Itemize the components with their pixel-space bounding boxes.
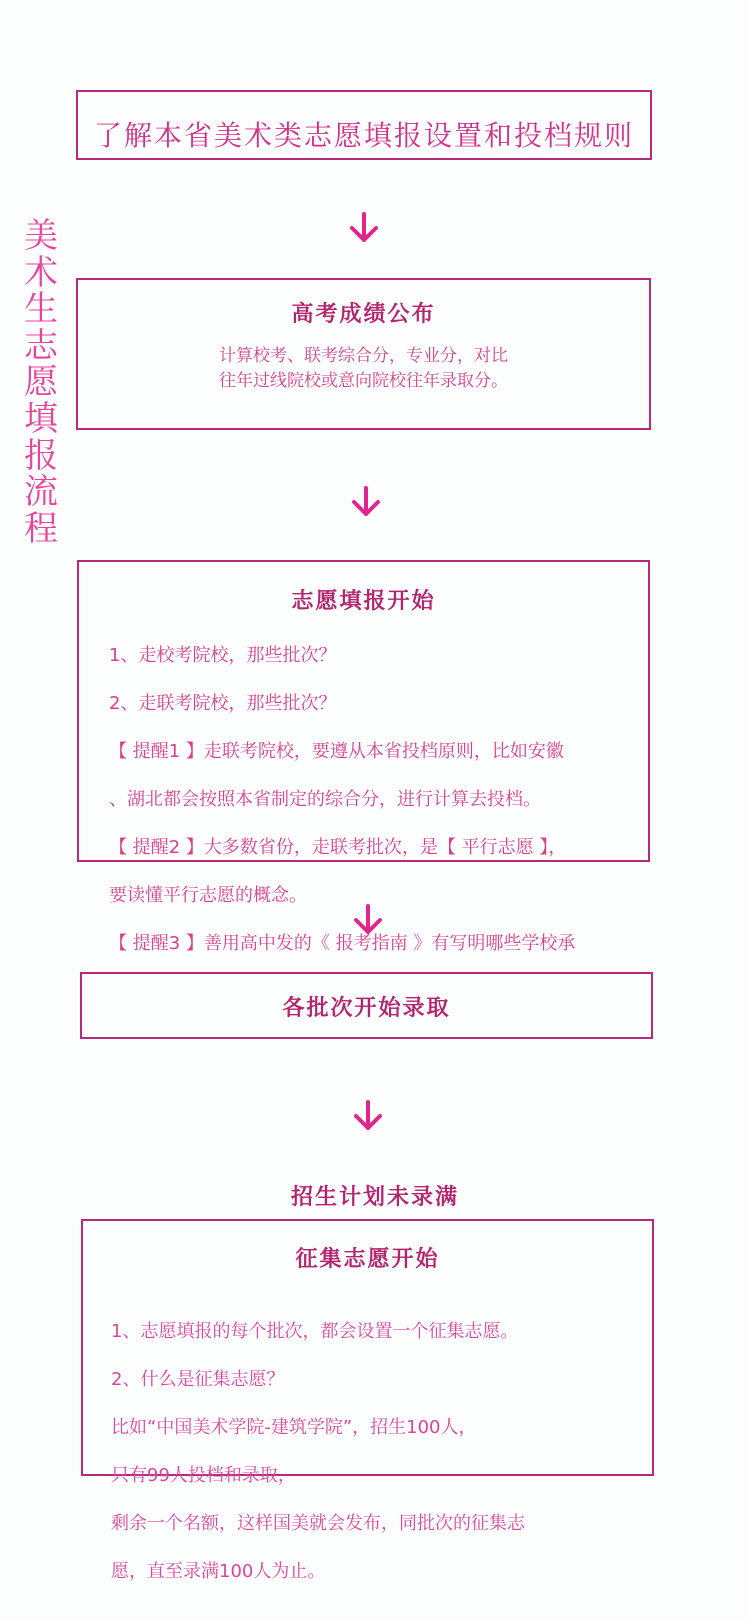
list-item: 2、什么是征集志愿？ [111,1369,285,1390]
list-item: 只有99人投档和录取， [111,1465,296,1486]
side-title: 美术生志愿填报流程 [24,216,58,549]
step-rules-title: 了解本省美术类志愿填报设置和投档规则 [93,119,634,152]
list-item: 要读懂平行志愿的概念。 [109,885,307,906]
list-item: 比如“中国美术学院-建筑学院”，招生100人， [111,1417,477,1438]
list-item: 剩余一个名额，这样国美就会发布，同批次的征集志 [111,1513,525,1534]
list-item: 【 提醒2 】大多数省份，走联考批次，是【 平行志愿 】， [109,837,567,858]
list-item: 1、志愿填报的每个批次，都会设置一个征集志愿。 [111,1321,519,1342]
score-release-heading: 高考成绩公布 [291,302,436,327]
arrow-down-icon [350,1098,386,1134]
quota-unfilled-label: 招生计划未录满 [290,1185,459,1210]
list-item: 1、走校考院校，那些批次？ [109,645,337,666]
list-item: 【 提醒3 】善用高中发的《 报考指南 》有写明哪些学校承 [109,933,576,954]
score-release-box [76,278,651,430]
arrow-down-icon [348,484,384,520]
filing-start-heading: 志愿填报开始 [291,589,436,614]
filing-start-box [77,560,650,954]
list-item: 【 提醒1 】走联考院校，要遵从本省投档原则，比如安徽 [109,741,564,762]
list-item: 2、走联考院校，那些批次？ [109,693,337,714]
list-item: 愿，直至录满100人为止。 [111,1561,326,1582]
admission-box [80,972,653,1039]
step-rules-box [76,90,652,160]
list-item: 、湖北都会按照本省制定的综合分，进行计算去投档。 [109,789,541,810]
score-release-body: 计算校考、联考综合分，专业分，对比 往年过线院校或意向院校往年录取分。 [219,346,508,391]
arrow-down-icon [350,902,386,938]
admission-heading: 各批次开始录取 [282,996,451,1021]
arrow-down-icon [346,210,382,246]
supplementary-body [111,1296,632,1608]
supplementary-box [81,1219,654,1582]
filing-start-body [109,620,628,1028]
supplementary-heading: 征集志愿开始 [295,1247,440,1272]
